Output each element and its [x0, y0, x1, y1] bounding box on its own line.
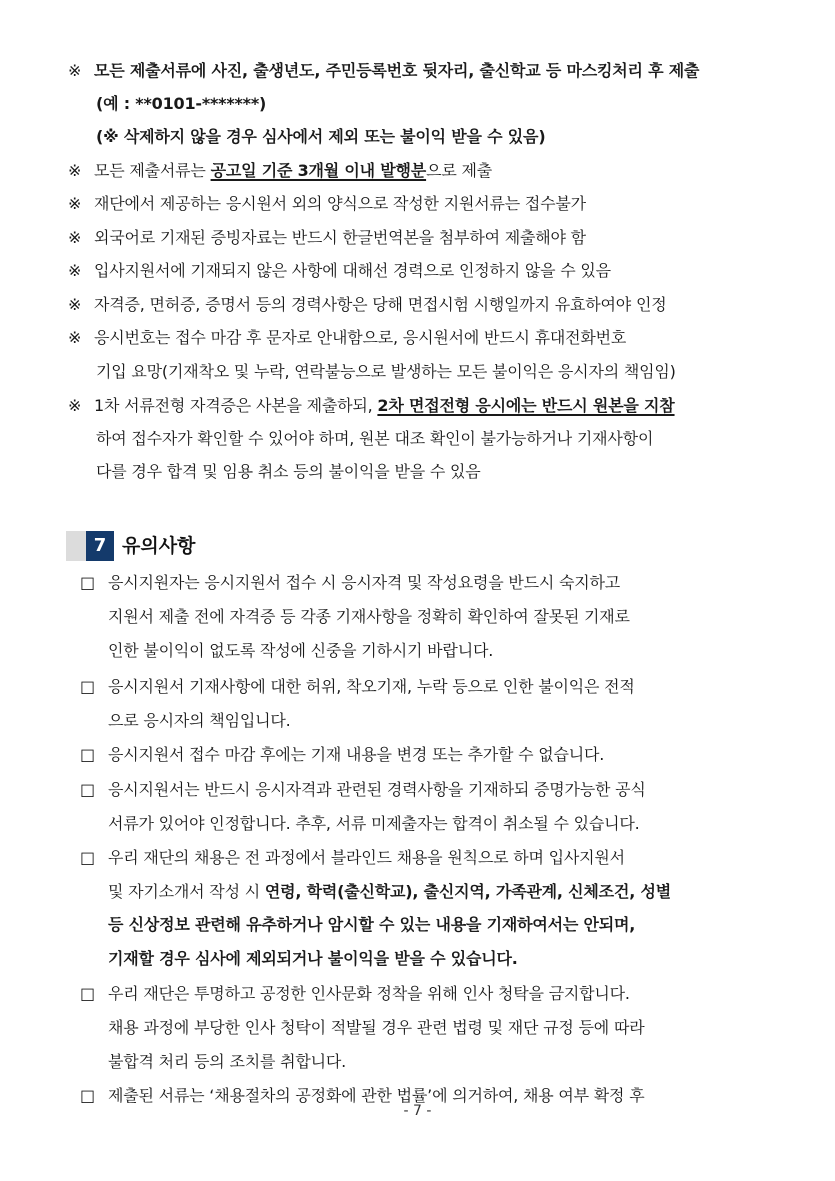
text-run: 응시지원서 기재사항에 대한 허위, 착오기재, 누락 등으로 인한 불이익은 전적 [108, 677, 635, 696]
section-header [66, 531, 208, 561]
precaution-line [108, 948, 518, 970]
precaution-line [80, 676, 635, 698]
text-run: 재단에서 제공하는 응시원서 외의 양식으로 작성한 지원서류는 접수불가 [94, 194, 586, 213]
text-run: 으로 응시자의 책임입니다. [108, 711, 291, 730]
text-run: 1차 서류전형 자격증은 사본을 제출하되, [94, 396, 378, 415]
text-run: 지원서 제출 전에 자격증 등 각종 기재사항을 정확히 확인하여 잘못된 기재로 [108, 607, 630, 626]
text-run: 응시지원서 접수 마감 후에는 기재 내용을 변경 또는 추가할 수 없습니다. [108, 745, 605, 764]
precaution-line [108, 813, 640, 835]
note-line [96, 126, 545, 148]
precaution-line [108, 606, 630, 628]
text-run: 기재할 경우 심사에 제외되거나 불이익을 받을 수 있습니다. [108, 949, 518, 968]
text-run: 2차 면접전형 응시에는 반드시 원본을 지참 [377, 396, 675, 415]
note-line [96, 93, 266, 115]
text-run: 모든 제출서류에 사진, 출생년도, 주민등록번호 뒷자리, 출신학교 등 마스킹처리 후 제출 [94, 61, 700, 80]
text-run: 서류가 있어야 인정합니다. 추후, 서류 미제출자는 합격이 취소될 수 있습니다. [108, 814, 640, 833]
reference-mark: ※ [68, 396, 82, 415]
text-run: 연령, 학력(출신학교), 출신지역, 가족관계, 신체조건, 성별 [264, 882, 671, 901]
reference-mark: ※ [68, 228, 82, 247]
text-run: 및 자기소개서 작성 시 [108, 882, 265, 901]
note-line [68, 227, 586, 249]
precaution-line [108, 1051, 346, 1073]
precaution-line [108, 914, 635, 936]
precaution-line [108, 881, 671, 903]
text-run: 외국어로 기재된 증빙자료는 반드시 한글번역본을 첨부하여 제출해야 함 [94, 228, 586, 247]
reference-mark: ※ [68, 295, 82, 314]
precaution-line [108, 640, 493, 662]
text-run: 입사지원서에 기재되지 않은 사항에 대해선 경력으로 인정하지 않을 수 있음 [94, 261, 611, 280]
note-line [68, 327, 626, 349]
checkbox-bullet: □ [80, 1086, 95, 1105]
checkbox-bullet: □ [80, 745, 95, 764]
text-run: 자격증, 면허증, 증명서 등의 경력사항은 당해 면접시험 시행일까지 유효하여야 인정 [94, 295, 667, 314]
text-run: 우리 재단의 채용은 전 과정에서 블라인드 채용을 원칙으로 하며 입사지원서 [108, 848, 625, 867]
text-run: 불합격 처리 등의 조치를 취합니다. [108, 1052, 347, 1071]
section-marker-bar [66, 531, 86, 561]
checkbox-bullet: □ [80, 677, 95, 696]
text-run: 하여 접수자가 확인할 수 있어야 하며, 원본 대조 확인이 불가능하거나 기재사항이 [96, 429, 654, 448]
note-line [68, 60, 699, 82]
note-line [68, 260, 611, 282]
section-number: 7 [86, 531, 114, 561]
note-line [96, 361, 676, 383]
precaution-line [80, 847, 625, 869]
reference-mark: ※ [68, 61, 82, 80]
checkbox-bullet: □ [80, 780, 95, 799]
text-run: 등 신상정보 관련해 유추하거나 암시할 수 있는 내용을 기재하여서는 안되며, [108, 915, 636, 934]
text-run: 다를 경우 합격 및 임용 취소 등의 불이익을 받을 수 있음 [96, 462, 481, 481]
note-line [96, 461, 481, 483]
precaution-line [108, 710, 290, 732]
precaution-line [108, 1017, 644, 1039]
text-run: 채용 과정에 부당한 인사 청탁이 적발될 경우 관련 법령 및 재단 규정 등에 따라 [108, 1018, 645, 1037]
note-line [68, 294, 666, 316]
note-line [68, 395, 675, 417]
text-run: (※ 삭제하지 않을 경우 심사에서 제외 또는 불이익 받을 수 있음) [96, 127, 546, 146]
checkbox-bullet: □ [80, 848, 95, 867]
note-line [96, 428, 653, 450]
text-run: 으로 제출 [426, 161, 492, 180]
reference-mark: ※ [68, 328, 82, 347]
text-run: 응시지원자는 응시지원서 접수 시 응시자격 및 작성요령을 반드시 숙지하고 [108, 573, 621, 592]
reference-mark: ※ [68, 261, 82, 280]
reference-mark: ※ [68, 161, 82, 180]
text-run: 제출된 서류는 ‘채용절차의 공정화에 관한 법률’에 의거하여, 채용 여부 확정 후 [108, 1086, 645, 1105]
text-run: 우리 재단은 투명하고 공정한 인사문화 정착을 위해 인사 청탁을 금지합니다. [108, 984, 630, 1003]
precaution-line [80, 572, 620, 594]
precaution-line [80, 744, 604, 766]
text-run: 기입 요망(기재착오 및 누락, 연락불능으로 발생하는 모든 불이익은 응시자의 책임임) [96, 362, 676, 381]
text-run: 응시번호는 접수 마감 후 문자로 안내함으로, 응시원서에 반드시 휴대전화번호 [94, 328, 627, 347]
precaution-line [80, 983, 630, 1005]
text-run: 공고일 기준 3개월 이내 발행분 [210, 161, 427, 180]
page-number: - 7 - [403, 1103, 432, 1119]
precaution-line [80, 779, 646, 801]
text-run: 모든 제출서류는 [94, 161, 211, 180]
text-run: 인한 불이익이 없도록 작성에 신중을 기하시기 바랍니다. [108, 641, 494, 660]
note-line [68, 193, 586, 215]
section-title: 유의사항 [122, 535, 196, 557]
text-run: 응시지원서는 반드시 응시자격과 관련된 경력사항을 기재하되 증명가능한 공식 [108, 780, 646, 799]
checkbox-bullet: □ [80, 984, 95, 1003]
checkbox-bullet: □ [80, 573, 95, 592]
text-run: (예 : **0101-*******) [96, 94, 267, 113]
reference-mark: ※ [68, 194, 82, 213]
note-line [68, 160, 492, 182]
